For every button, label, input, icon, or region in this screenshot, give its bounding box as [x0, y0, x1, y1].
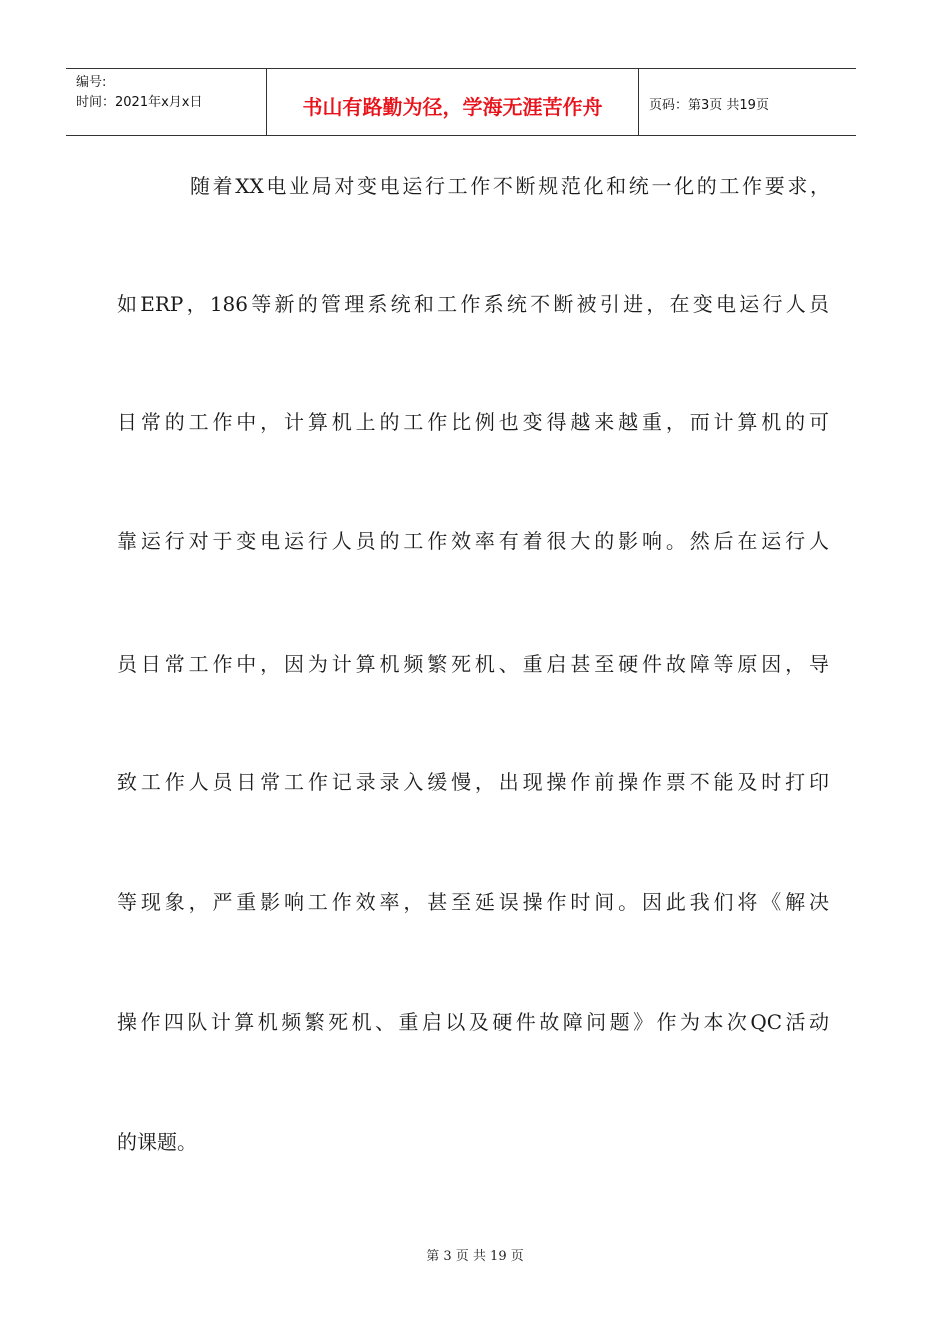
body-line: 日常的工作中，计算机上的工作比例也变得越来越重，而计算机的可: [117, 410, 829, 434]
body-line: 致工作人员日常工作记录录入缓慢，出现操作前操作票不能及时打印: [117, 770, 829, 794]
header-page-info: 页码：第3页 共19页: [649, 98, 769, 113]
document-code-label: 编号:: [76, 75, 107, 90]
body-line: 靠运行对于变电运行人员的工作效率有着很大的影响。然后在运行人: [117, 529, 829, 553]
body-line-last: 的课题。: [117, 1130, 197, 1154]
document-header: [66, 68, 856, 136]
header-meta-cell: [66, 69, 267, 135]
body-line: 员日常工作中，因为计算机频繁死机、重启甚至硬件故障等原因，导: [117, 652, 829, 676]
document-date: 时间：2021年x月x日: [76, 95, 203, 110]
header-motto-cell: [267, 69, 639, 135]
page-footer: 第 3 页 共 19 页: [426, 1249, 524, 1264]
body-line: 随着XX电业局对变电运行工作不断规范化和统一化的工作要求，: [190, 174, 830, 198]
header-page-cell: [639, 69, 856, 135]
body-line: 操作四队计算机频繁死机、重启以及硬件故障问题》作为本次QC活动: [117, 1010, 829, 1034]
body-line: 如ERP，186等新的管理系统和工作系统不断被引进，在变电运行人员: [117, 292, 829, 316]
body-line: 等现象，严重影响工作效率，甚至延误操作时间。因此我们将《解决: [117, 890, 829, 914]
header-motto: 书山有路勤为径，学海无涯苦作舟: [302, 95, 603, 119]
